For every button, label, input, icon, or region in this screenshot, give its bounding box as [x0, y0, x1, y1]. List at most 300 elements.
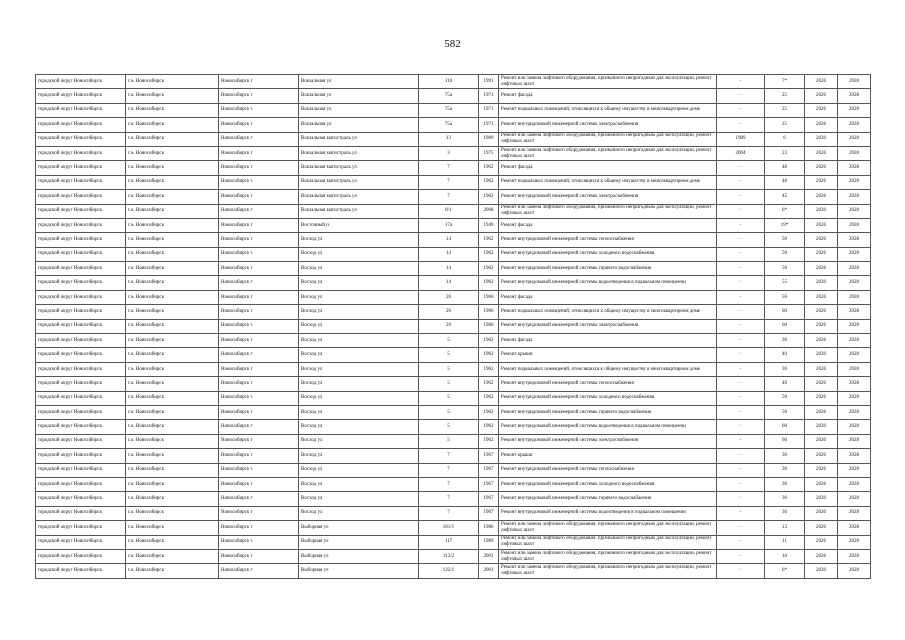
- period-end-cell: 2028: [838, 146, 871, 160]
- work-type-cell: Ремонт фасада: [499, 290, 717, 304]
- district-cell: г.о. Новосибирск: [126, 204, 219, 218]
- period-start-cell: 2026: [805, 391, 838, 405]
- house-number-cell: 5: [419, 420, 479, 434]
- city-cell: Новосибирск г: [219, 391, 299, 405]
- city-cell: Новосибирск г: [219, 477, 299, 491]
- table-row: [36, 247, 871, 261]
- house-number-cell: 7: [419, 449, 479, 463]
- wear-percent-cell: 25: [765, 103, 805, 117]
- period-end-cell: 2028: [838, 218, 871, 232]
- house-number-cell: 14: [419, 276, 479, 290]
- year-built-cell: 1962: [479, 348, 499, 362]
- wear-percent-cell: 23: [765, 146, 805, 160]
- district-cell: г.о. Новосибирск: [126, 233, 219, 247]
- city-cell: Новосибирск г: [219, 535, 299, 549]
- house-number-cell: 7: [419, 492, 479, 506]
- period-end-cell: 2028: [838, 549, 871, 563]
- house-number-cell: 7: [419, 477, 479, 491]
- house-number-cell: 122/1: [419, 564, 479, 578]
- wear-percent-cell: 13: [765, 521, 805, 535]
- year-built-cell: 1962: [479, 190, 499, 204]
- year-built-cell: 1971: [479, 89, 499, 103]
- work-type-cell: Ремонт внутридомовой инженерной системы электроснабжения: [499, 434, 717, 448]
- wear-percent-cell: 40: [765, 377, 805, 391]
- house-number-cell: 5: [419, 334, 479, 348]
- street-cell: Выборная ул: [299, 549, 419, 563]
- district-cell: г.о. Новосибирск: [126, 521, 219, 535]
- table-row: [36, 233, 871, 247]
- table-row: [36, 449, 871, 463]
- period-start-cell: 2026: [805, 204, 838, 218]
- last-repair-year-cell: -: [717, 233, 765, 247]
- work-type-cell: Ремонт или замена лифтового оборудования, признанного непригодным для эксплуатации, ремонт лифтовых шахт: [499, 564, 717, 578]
- street-cell: Восход ул: [299, 334, 419, 348]
- period-end-cell: 2028: [838, 477, 871, 491]
- wear-percent-cell: 50: [765, 247, 805, 261]
- house-number-cell: 3: [419, 146, 479, 160]
- table-row: [36, 463, 871, 477]
- municipality-cell: городской округ Новосибирск: [36, 334, 126, 348]
- street-cell: Вокзальная магистраль ул: [299, 204, 419, 218]
- city-cell: Новосибирск г: [219, 233, 299, 247]
- period-end-cell: 2028: [838, 334, 871, 348]
- district-cell: г.о. Новосибирск: [126, 175, 219, 189]
- district-cell: г.о. Новосибирск: [126, 132, 219, 146]
- last-repair-year-cell: -: [717, 190, 765, 204]
- period-end-cell: 2028: [838, 506, 871, 520]
- district-cell: г.о. Новосибирск: [126, 463, 219, 477]
- city-cell: Новосибирск г: [219, 247, 299, 261]
- district-cell: г.о. Новосибирск: [126, 348, 219, 362]
- municipality-cell: городской округ Новосибирск: [36, 362, 126, 376]
- district-cell: г.о. Новосибирск: [126, 549, 219, 563]
- work-type-cell: Ремонт или замена лифтового оборудования, признанного непригодным для эксплуатации, ремонт лифтовых шахт: [499, 132, 717, 146]
- street-cell: Вокзальная ул: [299, 75, 419, 89]
- period-start-cell: 2026: [805, 449, 838, 463]
- municipality-cell: городской округ Новосибирск: [36, 89, 126, 103]
- street-cell: Выборная ул: [299, 535, 419, 549]
- table-row: [36, 549, 871, 563]
- municipality-cell: городской округ Новосибирск: [36, 233, 126, 247]
- municipality-cell: городской округ Новосибирск: [36, 161, 126, 175]
- year-built-cell: 1967: [479, 492, 499, 506]
- work-type-cell: Ремонт внутридомовой инженерной системы холодного водоснабжения: [499, 391, 717, 405]
- street-cell: Восход ул: [299, 362, 419, 376]
- table-body: [36, 75, 871, 579]
- street-cell: Вокзальная магистраль ул: [299, 190, 419, 204]
- period-start-cell: 2026: [805, 262, 838, 276]
- city-cell: Новосибирск г: [219, 175, 299, 189]
- work-type-cell: Ремонт внутридомовой инженерной системы горячего водоснабжения: [499, 262, 717, 276]
- house-number-cell: 26: [419, 319, 479, 333]
- last-repair-year-cell: -: [717, 521, 765, 535]
- period-end-cell: 2028: [838, 175, 871, 189]
- last-repair-year-cell: -: [717, 175, 765, 189]
- city-cell: Новосибирск г: [219, 564, 299, 578]
- municipality-cell: городской округ Новосибирск: [36, 218, 126, 232]
- street-cell: Вокзальная магистраль ул: [299, 161, 419, 175]
- period-end-cell: 2028: [838, 103, 871, 117]
- year-built-cell: 1962: [479, 420, 499, 434]
- house-number-cell: 5: [419, 391, 479, 405]
- year-built-cell: 1989: [479, 535, 499, 549]
- year-built-cell: 1962: [479, 405, 499, 419]
- year-built-cell: 1960: [479, 290, 499, 304]
- municipality-cell: городской округ Новосибирск: [36, 118, 126, 132]
- city-cell: Новосибирск г: [219, 204, 299, 218]
- period-end-cell: 2028: [838, 420, 871, 434]
- street-cell: Восход ул: [299, 420, 419, 434]
- period-end-cell: 2028: [838, 463, 871, 477]
- district-cell: г.о. Новосибирск: [126, 75, 219, 89]
- district-cell: г.о. Новосибирск: [126, 535, 219, 549]
- table-row: [36, 146, 871, 160]
- work-type-cell: Ремонт или замена лифтового оборудования, признанного непригодным для эксплуатации, ремонт лифтовых шахт: [499, 204, 717, 218]
- year-built-cell: 1962: [479, 276, 499, 290]
- house-number-cell: 5: [419, 405, 479, 419]
- last-repair-year-cell: -: [717, 305, 765, 319]
- city-cell: Новосибирск г: [219, 103, 299, 117]
- year-built-cell: 1962: [479, 262, 499, 276]
- street-cell: Вокзальная ул: [299, 89, 419, 103]
- district-cell: г.о. Новосибирск: [126, 290, 219, 304]
- work-type-cell: Ремонт или замена лифтового оборудования, признанного непригодным для эксплуатации, ремонт лифтовых шахт: [499, 521, 717, 535]
- work-type-cell: Ремонт внутридомовой инженерной системы водоотведения в подвальном помещении: [499, 276, 717, 290]
- municipality-cell: городской округ Новосибирск: [36, 564, 126, 578]
- table-row: [36, 506, 871, 520]
- house-number-cell: 26: [419, 290, 479, 304]
- period-start-cell: 2026: [805, 132, 838, 146]
- year-built-cell: 1962: [479, 247, 499, 261]
- city-cell: Новосибирск г: [219, 521, 299, 535]
- wear-percent-cell: 36: [765, 477, 805, 491]
- house-number-cell: 5: [419, 377, 479, 391]
- city-cell: Новосибирск г: [219, 89, 299, 103]
- district-cell: г.о. Новосибирск: [126, 247, 219, 261]
- wear-percent-cell: 50: [765, 391, 805, 405]
- wear-percent-cell: 19*: [765, 218, 805, 232]
- last-repair-year-cell: -: [717, 506, 765, 520]
- district-cell: г.о. Новосибирск: [126, 492, 219, 506]
- street-cell: Восход ул: [299, 319, 419, 333]
- work-type-cell: Ремонт внутридомовой инженерной системы теплоснабжения: [499, 233, 717, 247]
- district-cell: г.о. Новосибирск: [126, 190, 219, 204]
- year-built-cell: 1949: [479, 218, 499, 232]
- last-repair-year-cell: -: [717, 377, 765, 391]
- municipality-cell: городской округ Новосибирск: [36, 506, 126, 520]
- wear-percent-cell: 50: [765, 262, 805, 276]
- wear-percent-cell: 6*: [765, 204, 805, 218]
- street-cell: Восход ул: [299, 434, 419, 448]
- year-built-cell: 1971: [479, 103, 499, 117]
- municipality-cell: городской округ Новосибирск: [36, 420, 126, 434]
- last-repair-year-cell: -: [717, 75, 765, 89]
- work-type-cell: Ремонт фасада: [499, 161, 717, 175]
- wear-percent-cell: 50: [765, 233, 805, 247]
- street-cell: Восточный п: [299, 218, 419, 232]
- period-start-cell: 2026: [805, 420, 838, 434]
- last-repair-year-cell: -: [717, 449, 765, 463]
- table-row: [36, 492, 871, 506]
- municipality-cell: городской округ Новосибирск: [36, 477, 126, 491]
- house-number-cell: 7: [419, 506, 479, 520]
- work-type-cell: Ремонт внутридомовой инженерной системы теплоснабжения: [499, 377, 717, 391]
- district-cell: г.о. Новосибирск: [126, 506, 219, 520]
- work-type-cell: Ремонт крыши: [499, 348, 717, 362]
- table-row: [36, 305, 871, 319]
- last-repair-year-cell: -: [717, 118, 765, 132]
- last-repair-year-cell: -: [717, 161, 765, 175]
- house-number-cell: 14: [419, 233, 479, 247]
- last-repair-year-cell: -: [717, 319, 765, 333]
- wear-percent-cell: 7*: [765, 75, 805, 89]
- table-row: [36, 161, 871, 175]
- wear-percent-cell: 50: [765, 405, 805, 419]
- wear-percent-cell: 55: [765, 276, 805, 290]
- city-cell: Новосибирск г: [219, 348, 299, 362]
- period-start-cell: 2026: [805, 103, 838, 117]
- street-cell: Восход ул: [299, 305, 419, 319]
- period-end-cell: 2028: [838, 132, 871, 146]
- wear-percent-cell: 36: [765, 463, 805, 477]
- period-start-cell: 2026: [805, 190, 838, 204]
- year-built-cell: 1989: [479, 132, 499, 146]
- municipality-cell: городской округ Новосибирск: [36, 348, 126, 362]
- city-cell: Новосибирск г: [219, 305, 299, 319]
- city-cell: Новосибирск г: [219, 190, 299, 204]
- period-start-cell: 2026: [805, 233, 838, 247]
- house-number-cell: 14: [419, 247, 479, 261]
- year-built-cell: 1975: [479, 146, 499, 160]
- period-start-cell: 2026: [805, 89, 838, 103]
- year-built-cell: 1962: [479, 175, 499, 189]
- table-row: [36, 362, 871, 376]
- street-cell: Выборная ул: [299, 564, 419, 578]
- city-cell: Новосибирск г: [219, 405, 299, 419]
- wear-percent-cell: 36: [765, 506, 805, 520]
- year-built-cell: 2001: [479, 549, 499, 563]
- table-row: [36, 377, 871, 391]
- last-repair-year-cell: -: [717, 290, 765, 304]
- wear-percent-cell: 60: [765, 420, 805, 434]
- street-cell: Восход ул: [299, 377, 419, 391]
- period-end-cell: 2028: [838, 233, 871, 247]
- period-start-cell: 2026: [805, 506, 838, 520]
- year-built-cell: 1967: [479, 506, 499, 520]
- street-cell: Восход ул: [299, 463, 419, 477]
- table-row: [36, 535, 871, 549]
- city-cell: Новосибирск г: [219, 161, 299, 175]
- period-end-cell: 2028: [838, 564, 871, 578]
- house-number-cell: 75а: [419, 89, 479, 103]
- year-built-cell: 1986: [479, 521, 499, 535]
- last-repair-year-cell: -: [717, 420, 765, 434]
- page-number: 582: [444, 38, 461, 50]
- district-cell: г.о. Новосибирск: [126, 118, 219, 132]
- street-cell: Восход ул: [299, 290, 419, 304]
- house-number-cell: 113/2: [419, 549, 479, 563]
- year-built-cell: 1971: [479, 118, 499, 132]
- city-cell: Новосибирск г: [219, 262, 299, 276]
- table-row: [36, 175, 871, 189]
- period-start-cell: 2026: [805, 492, 838, 506]
- district-cell: г.о. Новосибирск: [126, 103, 219, 117]
- work-type-cell: Ремонт или замена лифтового оборудования, признанного непригодным для эксплуатации, ремонт лифтовых шахт: [499, 75, 717, 89]
- street-cell: Восход ул: [299, 492, 419, 506]
- period-start-cell: 2026: [805, 549, 838, 563]
- table-row: [36, 262, 871, 276]
- work-type-cell: Ремонт подвальных помещений, относящихся к общему имуществу в многоквартирном доме: [499, 305, 717, 319]
- period-start-cell: 2026: [805, 290, 838, 304]
- period-start-cell: 2026: [805, 218, 838, 232]
- work-type-cell: Ремонт или замена лифтового оборудования, признанного непригодным для эксплуатации, ремонт лифтовых шахт: [499, 549, 717, 563]
- house-number-cell: 17а: [419, 218, 479, 232]
- period-end-cell: 2028: [838, 290, 871, 304]
- municipality-cell: городской округ Новосибирск: [36, 75, 126, 89]
- municipality-cell: городской округ Новосибирск: [36, 247, 126, 261]
- street-cell: Вокзальная магистраль ул: [299, 132, 419, 146]
- wear-percent-cell: 45: [765, 190, 805, 204]
- year-built-cell: 1962: [479, 362, 499, 376]
- district-cell: г.о. Новосибирск: [126, 89, 219, 103]
- street-cell: Восход ул: [299, 233, 419, 247]
- work-type-cell: Ремонт внутридомовой инженерной системы холодного водоснабжения: [499, 477, 717, 491]
- table-row: [36, 89, 871, 103]
- street-cell: Вокзальная магистраль ул: [299, 175, 419, 189]
- year-built-cell: 1960: [479, 305, 499, 319]
- city-cell: Новосибирск г: [219, 506, 299, 520]
- table-row: [36, 276, 871, 290]
- street-cell: Восход ул: [299, 276, 419, 290]
- period-end-cell: 2028: [838, 319, 871, 333]
- district-cell: г.о. Новосибирск: [126, 362, 219, 376]
- district-cell: г.о. Новосибирск: [126, 218, 219, 232]
- period-start-cell: 2026: [805, 319, 838, 333]
- street-cell: Восход ул: [299, 506, 419, 520]
- district-cell: г.о. Новосибирск: [126, 319, 219, 333]
- city-cell: Новосибирск г: [219, 290, 299, 304]
- last-repair-year-cell: -: [717, 463, 765, 477]
- municipality-cell: городской округ Новосибирск: [36, 305, 126, 319]
- municipality-cell: городской округ Новосибирск: [36, 175, 126, 189]
- district-cell: г.о. Новосибирск: [126, 564, 219, 578]
- period-end-cell: 2028: [838, 118, 871, 132]
- table-row: [36, 75, 871, 89]
- capital-repair-table: [35, 74, 871, 579]
- year-built-cell: 1962: [479, 161, 499, 175]
- table-row: [36, 132, 871, 146]
- city-cell: Новосибирск г: [219, 449, 299, 463]
- district-cell: г.о. Новосибирск: [126, 434, 219, 448]
- period-start-cell: 2026: [805, 463, 838, 477]
- work-type-cell: Ремонт внутридомовой инженерной системы холодного водоснабжения: [499, 247, 717, 261]
- municipality-cell: городской округ Новосибирск: [36, 449, 126, 463]
- period-start-cell: 2026: [805, 161, 838, 175]
- table-row: [36, 405, 871, 419]
- last-repair-year-cell: -: [717, 477, 765, 491]
- wear-percent-cell: 6*: [765, 564, 805, 578]
- last-repair-year-cell: -: [717, 262, 765, 276]
- work-type-cell: Ремонт внутридомовой инженерной системы горячего водоснабжения: [499, 405, 717, 419]
- city-cell: Новосибирск г: [219, 218, 299, 232]
- work-type-cell: Ремонт внутридомовой инженерной системы электроснабжения: [499, 319, 717, 333]
- house-number-cell: 13: [419, 132, 479, 146]
- period-start-cell: 2026: [805, 276, 838, 290]
- period-end-cell: 2028: [838, 405, 871, 419]
- last-repair-year-cell: 2004: [717, 146, 765, 160]
- city-cell: Новосибирск г: [219, 377, 299, 391]
- year-built-cell: 1962: [479, 233, 499, 247]
- city-cell: Новосибирск г: [219, 362, 299, 376]
- wear-percent-cell: 36: [765, 362, 805, 376]
- period-start-cell: 2026: [805, 377, 838, 391]
- city-cell: Новосибирск г: [219, 549, 299, 563]
- table-row: [36, 103, 871, 117]
- work-type-cell: Ремонт внутридомовой инженерной системы электроснабжения: [499, 118, 717, 132]
- house-number-cell: 14: [419, 262, 479, 276]
- year-built-cell: 1967: [479, 449, 499, 463]
- municipality-cell: городской округ Новосибирск: [36, 319, 126, 333]
- year-built-cell: 1962: [479, 377, 499, 391]
- city-cell: Новосибирск г: [219, 146, 299, 160]
- municipality-cell: городской округ Новосибирск: [36, 377, 126, 391]
- wear-percent-cell: 48: [765, 161, 805, 175]
- table-row: [36, 420, 871, 434]
- street-cell: Восход ул: [299, 348, 419, 362]
- wear-percent-cell: 25: [765, 118, 805, 132]
- district-cell: г.о. Новосибирск: [126, 405, 219, 419]
- period-start-cell: 2026: [805, 362, 838, 376]
- municipality-cell: городской округ Новосибирск: [36, 521, 126, 535]
- last-repair-year-cell: -: [717, 276, 765, 290]
- period-end-cell: 2028: [838, 305, 871, 319]
- period-start-cell: 2026: [805, 564, 838, 578]
- last-repair-year-cell: -: [717, 549, 765, 563]
- district-cell: г.о. Новосибирск: [126, 449, 219, 463]
- city-cell: Новосибирск г: [219, 132, 299, 146]
- period-start-cell: 2026: [805, 305, 838, 319]
- wear-percent-cell: 60: [765, 434, 805, 448]
- municipality-cell: городской округ Новосибирск: [36, 549, 126, 563]
- last-repair-year-cell: -: [717, 247, 765, 261]
- period-end-cell: 2028: [838, 348, 871, 362]
- house-number-cell: 8/1: [419, 204, 479, 218]
- street-cell: Восход ул: [299, 247, 419, 261]
- table-row: [36, 521, 871, 535]
- work-type-cell: Ремонт внутридомовой инженерной системы водоотведения в подвальном помещении: [499, 420, 717, 434]
- period-start-cell: 2026: [805, 334, 838, 348]
- year-built-cell: 1962: [479, 434, 499, 448]
- city-cell: Новосибирск г: [219, 118, 299, 132]
- wear-percent-cell: 36: [765, 492, 805, 506]
- period-start-cell: 2026: [805, 175, 838, 189]
- work-type-cell: Ремонт фасада: [499, 218, 717, 232]
- house-number-cell: 5: [419, 348, 479, 362]
- district-cell: г.о. Новосибирск: [126, 276, 219, 290]
- last-repair-year-cell: -: [717, 334, 765, 348]
- table-row: [36, 190, 871, 204]
- last-repair-year-cell: -: [717, 348, 765, 362]
- house-number-cell: 7: [419, 190, 479, 204]
- municipality-cell: городской округ Новосибирск: [36, 463, 126, 477]
- table-row: [36, 564, 871, 578]
- street-cell: Вокзальная магистраль ул: [299, 146, 419, 160]
- municipality-cell: городской округ Новосибирск: [36, 276, 126, 290]
- wear-percent-cell: 48: [765, 175, 805, 189]
- last-repair-year-cell: -: [717, 434, 765, 448]
- work-type-cell: Ремонт крыши: [499, 449, 717, 463]
- table-row: [36, 204, 871, 218]
